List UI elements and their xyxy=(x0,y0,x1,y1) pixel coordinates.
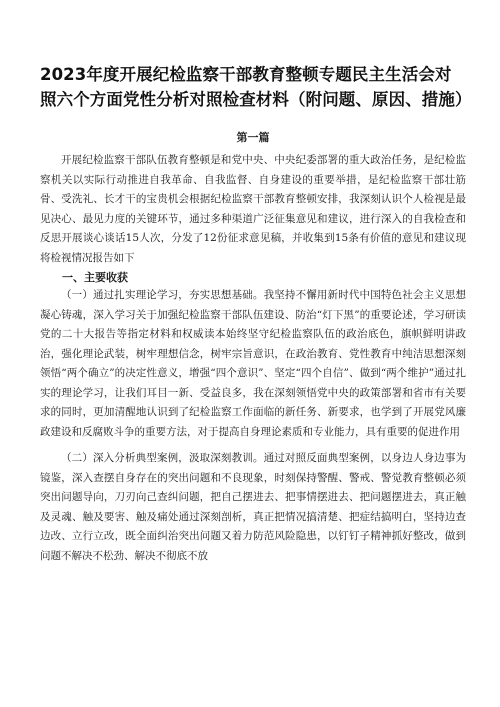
paragraph-gap xyxy=(40,442,466,449)
body-paragraph-2: （二）深入分析典型案例，汲取深刻教训。通过对照反面典型案例，以身边人身边事为镜鉴，深入查摆自身存在的突出问题和不良现象，时刻保持警醒、警戒、警觉教育整顿必须突出问题导向，刀刃向己查纠问题，把自己摆进去、把事情摆进去、把问题摆进去，真正触及灵魂、触及要害、触及痛处通过深刻剖析，真正把情况搞清楚、把症结搞明白，坚持边查边改、立行立改，既全面纠治突出问题又着力防范风险隐患，以钉钉子精神抓好整改，做到问题不解决不松劲、解决不彻底不放 xyxy=(40,452,466,562)
intro-paragraph: 开展纪检监察干部队伍教育整顿是和党中央、中央纪委部署的重大政治任务，是纪检监察机关以实际行动推进自我革命、自我监督、自身建设的重要举措，是纪检监察干部壮筋骨、受洗礼、长才干的宝贵机会根据纪检监察干部教育整顿安排，我深刻认识个人检视是最见决心、最见力度的关键环节，通过多种渠道广泛征集意见和建议，进行深入的自我检查和反思开展谈心谈话15人次，分发了12份征求意见稿，并收集到15条有价值的意见和建议现将检视情况报告如下 xyxy=(40,154,466,264)
section-heading: 一、主要收获 xyxy=(62,271,128,284)
body-paragraph-1: （一）通过扎实理论学习，夯实思想基础。我坚持不懈用新时代中国特色社会主义思想凝心铸魂，深入学习关于加强纪检监察干部队伍建设、防治“灯下黑”的重要论述，学习研读党的二十大报告等指定材料和权威读本始终坚守纪检监察队伍的政治底色，旗帜鲜明讲政治，强化理论武装，树牢理想信念，树牢宗旨意识，在政治教育、党性教育中纯洁思想深刻领悟“两个确立”的决定性意义，增强“四个意识”、坚定“四个自信”、做到“两个维护”通过扎实的理论学习，让我们耳目一新、受益良多，我在深刻领悟党中央的政策部署和省市有关要求的同时，更加清醒地认识到了纪检监察工作面临的新任务、新要求，也学到了开展党风廉政建设和反腐败斗争的重要方法，对于提高自身理论素质和专业能力，具有重要的促进作用 xyxy=(40,289,466,438)
document-subtitle: 第一篇 xyxy=(236,131,270,144)
document-title: 2023年度开展纪检监察干部教育整顿专题民主生活会对照六个方面党性分析对照检查材料（附问题、原因、措施） xyxy=(40,65,472,109)
